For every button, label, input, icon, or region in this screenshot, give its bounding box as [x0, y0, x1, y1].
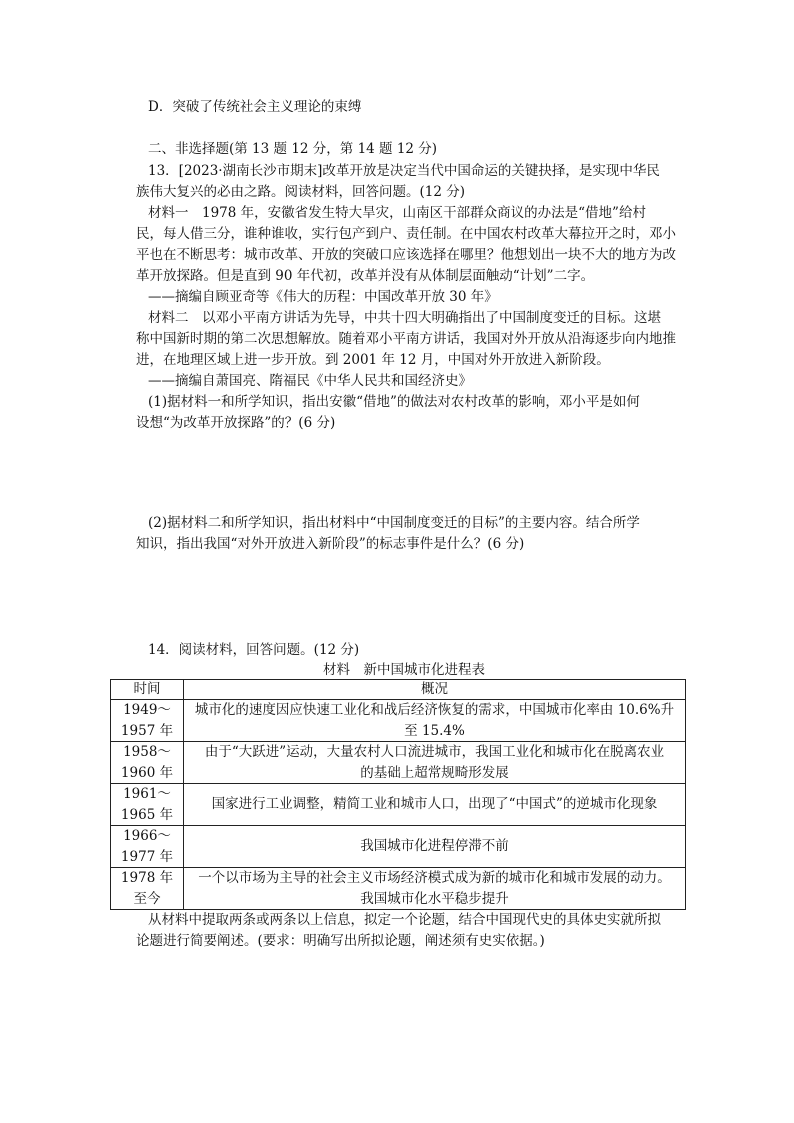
q13-stem-line-2: 族伟大复兴的必由之路。阅读材料，回答问题。(12 分): [136, 184, 466, 200]
q13-sub1-line-2: 设想“为改革开放探路”的？(6 分): [136, 415, 336, 431]
table-header-row: [111, 680, 686, 700]
material1-line-3: 平也在不断思考：城市改革、开放的突破口应该选择在哪里？他想划出一块不大的地方为改: [136, 247, 676, 263]
q13-sub2-line-2: 知识，指出我国“对外开放进入新阶段”的标志事件是什么？(6 分): [136, 536, 525, 552]
material2-line-3: 进，在地理区域上进一步开放。到 2001 年 12 月，中国对外开放进入新阶段。: [136, 352, 610, 368]
period-cell: 1978 年 至今: [111, 868, 184, 910]
q13-stem-line-1: 13．[2023·湖南长沙市期末]改革开放是决定当代中国命运的关键抉择，是实现中华民: [148, 163, 660, 179]
overview-cell: 国家进行工业调整，精简工业和城市人口，出现了“中国式”的逆城市化现象: [184, 784, 686, 826]
q13-sub2-line-1: (2)据材料二和所学知识，指出材料中“中国制度变迁的目标”的主要内容。结合所学: [148, 515, 640, 531]
overview-cell: 城市化的速度因应快速工业化和战后经济恢复的需求，中国城市化率由 10.6%升 至 15.4%: [184, 700, 686, 742]
material2-line-2: 称中国新时期的第二次思想解放。随着邓小平南方讲话，我国对外开放从沿海逐步向内地推: [136, 331, 676, 347]
header-overview: 概况: [184, 680, 686, 700]
option-d: D．突破了传统社会主义理论的束缚: [148, 99, 362, 115]
material1-line-2: 民，每人借三分，谁种谁收，实行包产到户、责任制。在中国农村改革大幕拉开之时，邓小: [136, 226, 676, 242]
section-heading: 二、非选择题(第 13 题 12 分，第 14 题 12 分): [148, 141, 438, 157]
material2-source: ——摘编自萧国亮、隋福民《中华人民共和国经济史》: [148, 373, 472, 389]
header-time: 时间: [111, 680, 184, 700]
q13-sub1-line-1: (1)据材料一和所学知识，指出安徽“借地”的做法对农村改革的影响，邓小平是如何: [148, 394, 640, 410]
overview-cell: 由于“大跃进”运动，大量农村人口流进城市，我国工业化和城市化在脱离农业 的基础上超常规畸形发展: [184, 742, 686, 784]
material1-source: ——摘编自顾亚奇等《伟大的历程：中国改革开放 30 年》: [148, 289, 498, 305]
material1-line-4: 革开放探路。但是直到 90 年代初，改革并没有从体制层面触动“计划”二字。: [136, 268, 595, 284]
period-cell: 1961～ 1965 年: [111, 784, 184, 826]
table-row: [111, 700, 686, 742]
material2-line-1: 材料二 以邓小平南方讲话为先导，中共十四大明确指出了中国制度变迁的目标。这堪: [148, 310, 661, 326]
table-row: [111, 742, 686, 784]
table-caption: 材料 新中国城市化进程表: [323, 662, 485, 678]
table-row: [111, 784, 686, 826]
material1-line-1: 材料一 1978 年，安徽省发生特大旱灾，山南区干部群众商议的办法是“借地”给村: [148, 205, 646, 221]
overview-cell: 我国城市化进程停滞不前: [184, 826, 686, 868]
overview-cell: 一个以市场为主导的社会主义市场经济模式成为新的城市化和城市发展的动力。 我国城市化水平稳步提升: [184, 868, 686, 910]
q14-task-line-2: 论题进行简要阐述。(要求：明确写出所拟论题，阐述须有史实依据。): [136, 933, 545, 949]
q14-task-line-1: 从材料中提取两条或两条以上信息，拟定一个论题，结合中国现代史的具体史实就所拟: [148, 912, 661, 928]
period-cell: 1966～ 1977 年: [111, 826, 184, 868]
q14-stem: 14．阅读材料，回答问题。(12 分): [148, 642, 360, 658]
period-cell: 1958～ 1960 年: [111, 742, 184, 784]
table-row: [111, 826, 686, 868]
period-cell: 1949～ 1957 年: [111, 700, 184, 742]
urbanization-table: [110, 679, 686, 910]
table-row: [111, 868, 686, 910]
